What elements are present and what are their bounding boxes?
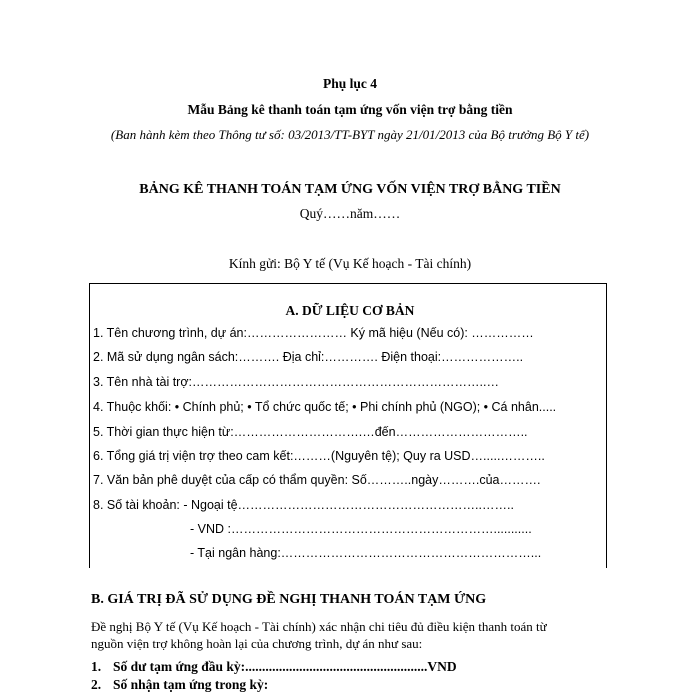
section-b-paragraph-line-2: nguồn viện trợ không hoàn lại của chương trình, dự án như sau: — [91, 636, 423, 651]
field-sector: 4. Thuộc khối: • Chính phủ; • Tổ chức quốc tế; • Phi chính phủ (NGO); • Cá nhân..... — [93, 400, 557, 414]
section-b-title: B. GIÁ TRỊ ĐÃ SỬ DỤNG ĐỀ NGHỊ THANH TOÁN TẠM ỨNG — [91, 592, 487, 607]
list-item-text: Số dư tạm ứng đầu kỳ:......................................................VND — [113, 659, 457, 674]
field-account-vnd: - VND :………………………………………………………........... — [190, 522, 532, 536]
field-total-aid: 6. Tổng giá trị viện trợ theo cam kết:………(Nguyên tệ); Quy ra USD….....……….. — [93, 449, 545, 463]
field-budget-code: 2. Mã sử dụng ngân sách:………. Địa chỉ:…………. Điện thoại:……………….. — [93, 350, 524, 364]
section-a-title: A. DỮ LIỆU CƠ BẢN — [285, 303, 415, 318]
list-item — [91, 677, 268, 693]
document-title: BẢNG KÊ THANH TOÁN TẠM ỨNG VỐN VIỆN TRỢ BẰNG TIỀN — [139, 182, 561, 197]
quarter-year-line: Quý……năm…… — [299, 206, 401, 221]
list-item-number: 2. — [91, 677, 102, 692]
list-item-text: Số nhận tạm ứng trong kỳ: — [113, 677, 269, 692]
field-account-foreign: 8. Số tài khoản: - Ngoại tệ…………………………………………………..…….. — [93, 498, 514, 512]
issued-note: (Ban hành kèm theo Thông tư số: 03/2013/TT-BYT ngày 21/01/2013 của Bộ trưởng Bộ Y tế) — [110, 127, 590, 142]
list-item-number: 1. — [91, 659, 102, 674]
field-bank: - Tại ngân hàng:……………………………………………………... — [190, 546, 542, 560]
field-donor-name: 3. Tên nhà tài trợ:……………………………………………………………..… — [93, 375, 499, 389]
field-duration: 5. Thời gian thực hiện từ:………………………….…đến………………………….. — [93, 425, 528, 439]
recipient-line: Kính gửi: Bộ Y tế (Vụ Kế hoạch - Tài chính) — [228, 256, 472, 271]
section-b-paragraph-line-1: Đề nghị Bộ Y tế (Vụ Kế hoạch - Tài chính) xác nhận chi tiêu đủ điều kiện thanh toán từ — [91, 619, 547, 634]
field-program-name: 1. Tên chương trình, dự án:…………………… Ký mã hiệu (Nếu có): …………… — [93, 326, 534, 340]
appendix-label: Phụ lục 4 — [322, 76, 377, 91]
field-approval-doc: 7. Văn bản phê duyệt của cấp có thẩm quyền: Số………..ngày……….của………. — [93, 473, 541, 487]
form-name: Mẫu Bảng kê thanh toán tạm ứng vốn viện trợ bằng tiền — [187, 102, 513, 117]
list-item — [91, 659, 457, 675]
